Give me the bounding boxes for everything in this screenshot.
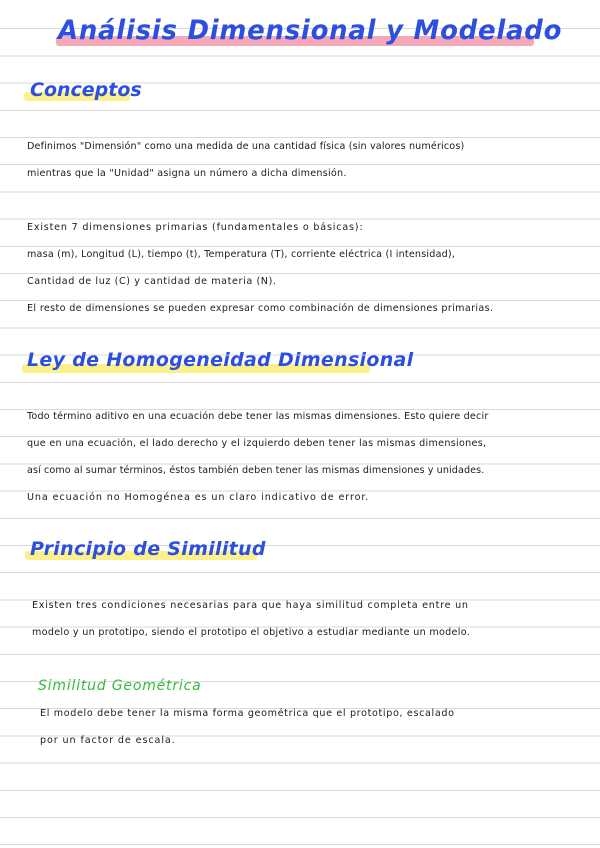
text-line: mientras que la "Unidad" asigna un número a dicha dimensión. bbox=[27, 168, 347, 179]
text-line: así como al sumar términos, éstos también deben tener las mismas dimensiones y unidades. bbox=[27, 465, 485, 476]
page-title: Análisis Dimensional y Modelado bbox=[58, 15, 563, 46]
heading-principio-similitud: Principio de Similitud bbox=[30, 538, 266, 560]
heading-conceptos: Conceptos bbox=[30, 79, 142, 101]
text-line: Cantidad de luz (C) y cantidad de materia (N). bbox=[27, 276, 277, 287]
text-line: Existen tres condiciones necesarias para que haya similitud completa entre un bbox=[32, 600, 469, 611]
subheading-similitud-geometrica: Similitud Geométrica bbox=[38, 678, 202, 694]
text-line: que en una ecuación, el lado derecho y el izquierdo deben tener las mismas dimensiones, bbox=[27, 438, 487, 449]
heading-ley-homogeneidad: Ley de Homogeneidad Dimensional bbox=[27, 349, 414, 371]
text-line: por un factor de escala. bbox=[40, 735, 176, 746]
text-line: El resto de dimensiones se pueden expresar como combinación de dimensiones primarias. bbox=[27, 303, 494, 314]
text-line: Existen 7 dimensiones primarias (fundamentales o básicas): bbox=[27, 222, 364, 233]
text-line: El modelo debe tener la misma forma geométrica que el prototipo, escalado bbox=[40, 708, 455, 719]
text-line: Definimos "Dimensión" como una medida de una cantidad física (sin valores numéricos) bbox=[27, 141, 465, 152]
text-line: Una ecuación no Homogénea es un claro indicativo de error. bbox=[27, 492, 370, 503]
text-line: modelo y un prototipo, siendo el prototipo el objetivo a estudiar mediante un modelo. bbox=[32, 627, 471, 638]
text-line: Todo término aditivo en una ecuación debe tener las mismas dimensiones. Esto quiere decir bbox=[27, 411, 489, 422]
text-line: masa (m), Longitud (L), tiempo (t), Temperatura (T), corriente eléctrica (I intensidad), bbox=[27, 249, 456, 260]
